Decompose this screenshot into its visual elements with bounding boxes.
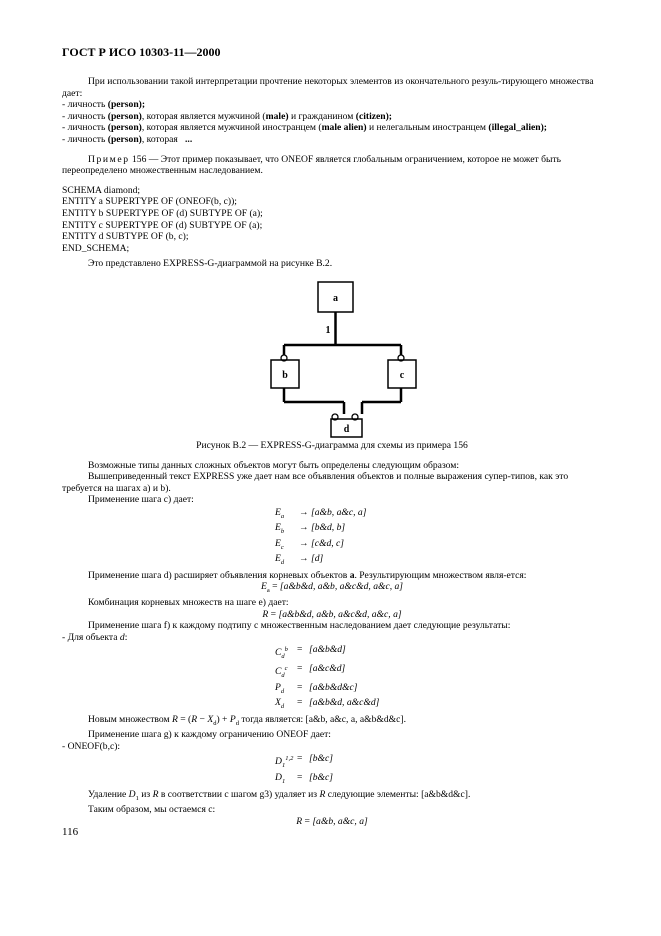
example-paragraph: [62, 154, 602, 177]
bullet-bold: ...: [185, 133, 193, 145]
formula-value: [a&b&d, a&b, a&c&d, a&c, a]: [279, 581, 404, 593]
figure-caption: Рисунок B.2 — EXPRESS-G-диаграмма для схемы из примера 156: [196, 439, 468, 451]
formula-row: $P_d$ = [a&b&d&c]: [275, 682, 602, 698]
bullet-text: - личность: [62, 133, 108, 145]
bullet-bold: (illegal_alien);: [488, 122, 548, 134]
formula-row: $C_d^b$ = [a&b&d]: [275, 644, 602, 663]
bullet-text: , которая является мужчиной (: [141, 110, 266, 122]
paragraph-t2: Вышеприведенный текст EXPRESS уже дает нам все объявления объектов и полные выражения супер-типов, как это требуется на шагах а) и b).: [62, 471, 569, 494]
paragraph-t4: [62, 570, 602, 582]
formula-sub: 1: [281, 762, 286, 770]
formula-r: R = [a&b&d, a&b, a&c&d, a&c, a]: [262, 608, 402, 620]
formula-value: [b&c]: [309, 753, 333, 765]
formula-row: $D_1$ = [b&c]: [275, 772, 602, 788]
page-body: [62, 76, 602, 827]
page-header: ГОСТ Р ИСО 10303-11—2000: [62, 45, 221, 59]
text-run: в соответствии с шагом g3) удаляет из: [158, 788, 320, 800]
express-g-diagram: [62, 270, 602, 438]
formula-sub: 1: [281, 778, 286, 785]
code-line: ENTITY d SUBTYPE OF (b, c);: [62, 231, 189, 243]
bullet-person-male-citizen: [62, 111, 602, 123]
text-run: Применение шага d) расширяет объявления корневых объектов: [88, 569, 350, 581]
formula-row: [275, 522, 602, 538]
code-line: ENTITY a SUPERTYPE OF (ONEOF(b, c));: [62, 196, 237, 208]
page-number: 116: [62, 826, 79, 838]
formula-sub: d: [280, 559, 285, 567]
formula-sub: d: [281, 672, 285, 680]
bullet-bold: (person): [107, 122, 142, 134]
code-block: [62, 185, 602, 255]
text-italic: d: [119, 631, 125, 643]
text-run: - Для объекта: [62, 631, 120, 643]
formula-symbol: D: [275, 772, 282, 784]
formula-symbol: E: [275, 537, 281, 549]
formula-sup: c: [284, 665, 288, 673]
text-run: Удаление: [88, 788, 129, 800]
formula-sub: d: [280, 703, 285, 711]
formula-row: $X_d$ = [a&b&d, a&c&d]: [275, 697, 602, 713]
paragraph-t1: Возможные типы данных сложных объектов могут быть определены следующим образом:: [88, 459, 460, 471]
bullet-bold: (citizen);: [355, 110, 392, 122]
entity-b-label: b: [282, 369, 288, 381]
formula-sub: a: [280, 512, 285, 520]
formula-value: [a&b&d, a&c&d]: [309, 697, 380, 709]
bullet-bold: (person): [107, 133, 142, 145]
text-bold: а: [349, 569, 355, 581]
formula-value: [a&b&d]: [309, 644, 346, 656]
paragraph-t5: Комбинация корневых множеств на шаге е) дает:: [88, 596, 289, 608]
formula-symbol: P: [275, 681, 281, 693]
formula-value: [d]: [311, 553, 324, 565]
paragraph-t10: - ONEOF(b,c):: [62, 740, 121, 752]
paragraph-t9: Применение шага g) к каждому ограничению ONEOF дает:: [88, 729, 331, 741]
text-run: из: [138, 788, 153, 800]
formula-symbol: E: [275, 506, 281, 518]
formula-value: [c&d, c]: [311, 537, 345, 549]
bullet-text: - личность: [62, 110, 108, 122]
formula-symbol: D: [275, 756, 282, 768]
oneof-mark: 1: [325, 324, 331, 336]
step-c-formulas: [275, 507, 602, 569]
formula-value: [b&d, b]: [311, 522, 346, 534]
example-text: 156 — Этот пример показывает, что ONEOF является глобальным ограничением, которое не может быть переопределено множественным наследованием.: [62, 153, 562, 177]
entity-a-label: a: [333, 292, 338, 304]
formula-sub: c: [280, 543, 284, 551]
paragraph-t11: Удаление $D_1$ из R в соответствии с шагом g3) удаляет из R следующие элементы: [a&b&d&c].: [88, 788, 471, 802]
bullet-text: - личность: [62, 122, 108, 134]
formula-row: [275, 538, 602, 554]
formula-row: $C_d^c$ = [a&c&d]: [275, 663, 602, 682]
formula-symbol: C: [275, 666, 282, 678]
bullet-bold: (person);: [107, 99, 146, 111]
paragraph-t8: Новым множеством $R = (R - X_d) + P_d$ тогда является: [a&b, a&c, a, a&b&d&c].: [88, 713, 406, 727]
code-line: END_SCHEMA;: [62, 242, 130, 254]
text-run: . Результирующим множеством явля-ется:: [354, 569, 527, 581]
code-line: ENTITY b SUPERTYPE OF (d) SUBTYPE OF (a);: [62, 207, 263, 219]
formula-value: [a&b&d&c]: [309, 681, 358, 693]
formula-sub: b: [280, 528, 285, 536]
paragraph-t6: Применение шага f) к каждому подтипу с множественным наследованием дает следующие результаты:: [88, 620, 511, 632]
formula-row: [275, 553, 602, 569]
bullet-person-alien: [62, 122, 602, 134]
bullet-person: [62, 99, 602, 111]
bullet-person-ellipsis: [62, 134, 602, 146]
diagram-svg: [62, 270, 602, 438]
code-line: ENTITY c SUPERTYPE OF (d) SUBTYPE OF (a);: [62, 219, 263, 231]
text-run: тогда является: [a&b, a&c, a, a&b&d&c].: [238, 713, 406, 725]
entity-c-label: c: [399, 369, 405, 381]
bullet-text: , которая: [141, 133, 186, 145]
formula-sub: d: [280, 687, 285, 695]
formula-final: R = [a&b, a&c, a]: [296, 815, 368, 827]
bullet-text: и гражданином: [288, 110, 356, 122]
text-run: Новым множеством: [88, 713, 172, 725]
step-g-formulas: [275, 753, 602, 787]
bullet-bold: male): [265, 110, 289, 122]
formula-ea: $E_a$ = [a&b&d, a&b, a&c&d, a&c, a]: [260, 581, 404, 595]
bullet-text: и нелегальным иностранцем: [366, 122, 489, 134]
paragraph-t3: Применение шага с) дает:: [88, 494, 194, 506]
formula-value: [a&b&d, a&b, a&c&d, a&c, a]: [278, 608, 402, 620]
bullet-bold: (person): [107, 110, 142, 122]
paragraph-t7: [62, 632, 602, 644]
formula-symbol: E: [275, 553, 281, 565]
formula-value: [a&b, a&c, a]: [312, 815, 368, 827]
formula-value: [b&c]: [309, 772, 333, 784]
formula-value: [a&b, a&c, a]: [311, 506, 367, 518]
entity-d-label: d: [343, 423, 350, 435]
text-run: :: [124, 631, 128, 643]
paragraph-t12: Таким образом, мы остаемся с:: [88, 804, 216, 816]
formula-sub: d: [281, 653, 285, 661]
arrow-icon: →: [299, 553, 309, 565]
bullet-text: - личность: [62, 99, 108, 111]
formula-symbol: E: [275, 522, 281, 534]
formula-row: $D_1^{1,2}$ = [b&c]: [275, 753, 602, 772]
formula-symbol: X: [275, 697, 281, 709]
figure-intro: Это представлено EXPRESS-G-диаграммой на рисунке B.2.: [88, 258, 333, 270]
bullet-text: , которая является мужчиной иностранцем (: [141, 122, 322, 134]
formula-symbol: C: [275, 647, 282, 659]
bullet-bold: male alien): [321, 122, 367, 134]
step-f-formulas: [275, 644, 602, 712]
formula-value: [a&c&d]: [309, 663, 346, 675]
text-run: следующие элементы: [a&b&d&c].: [325, 788, 471, 800]
arrow-icon: →: [299, 506, 309, 518]
arrow-icon: →: [299, 522, 309, 534]
formula-sup: b: [284, 646, 288, 654]
arrow-icon: →: [299, 537, 309, 549]
formula-sup: 1,2: [285, 755, 294, 763]
formula-row: [275, 507, 602, 523]
code-line: SCHEMA diamond;: [62, 184, 141, 196]
example-label: Пример: [88, 153, 130, 165]
intro-paragraph: При использовании такой интерпретации прочтение некоторых элементов из окончательного резуль-тирующего множества дает:: [62, 76, 594, 99]
